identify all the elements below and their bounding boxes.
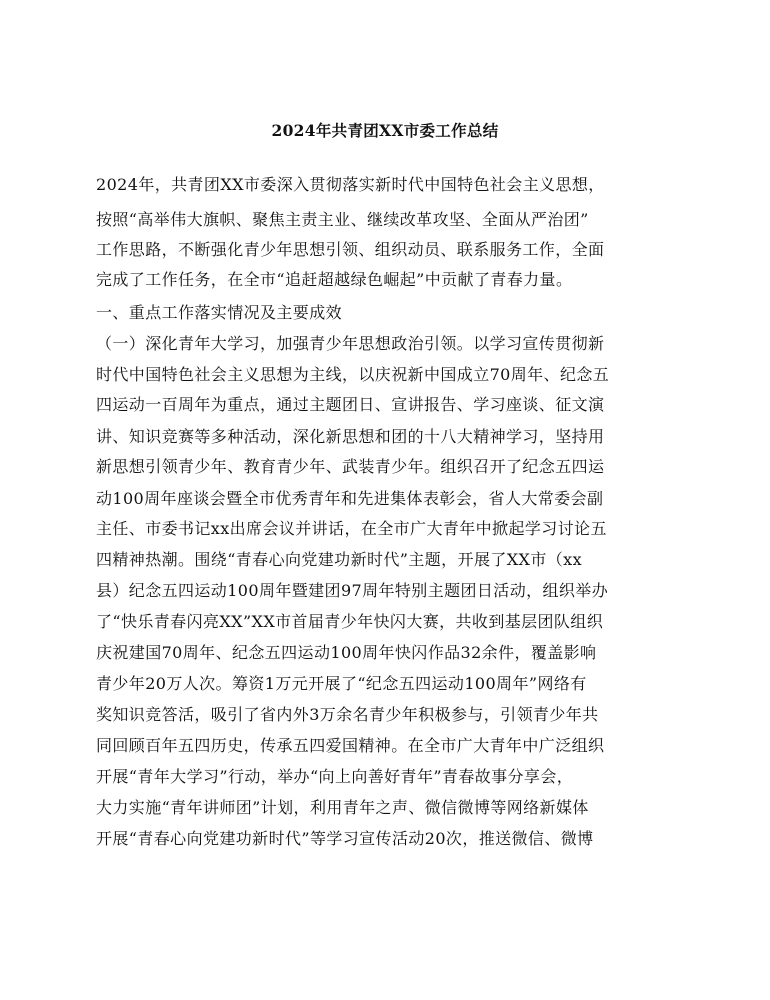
body-line: 同回顾百年五四历史，传承五四爱国精神。在全市广大青年中广泛组织 bbox=[96, 736, 605, 755]
body-line: 时代中国特色社会主义思想为主线，以庆祝新中国成立70周年、纪念五 bbox=[96, 365, 610, 384]
body-line: 青少年20万人次。筹资1万元开展了“纪念五四运动100周年”网络有 bbox=[96, 674, 587, 693]
body-line: 庆祝建国70周年、纪念五四运动100周年快闪作品32余件，覆盖影响 bbox=[96, 643, 597, 662]
body-line: 2024年，共青团XX市委深入贯彻落实新时代中国特色社会主义思想， bbox=[96, 175, 605, 194]
document-title: 2024年共青团XX市委工作总结 bbox=[271, 121, 499, 140]
body-line: 开展“青年大学习”行动，举办“向上向善好青年”青春故事分享会， bbox=[96, 767, 574, 786]
body-line: 奖知识竞答活，吸引了省内外3万余名青少年积极参与，引领青少年共 bbox=[96, 705, 599, 724]
body-line: 新思想引领青少年、教育青少年、武装青少年。组织召开了纪念五四运 bbox=[96, 457, 605, 476]
body-line: 讲、知识竞赛等多种活动，深化新思想和团的十八大精神学习，坚持用 bbox=[96, 427, 605, 446]
body-line: 动100周年座谈会暨全市优秀青年和先进集体表彰会，省人大常委会副 bbox=[96, 489, 604, 508]
body-line: 开展“青春心向党建功新时代”等学习宣传活动20次，推送微信、微博 bbox=[96, 829, 594, 848]
section-heading: 一、重点工作落实情况及主要成效 bbox=[96, 303, 343, 322]
body-line: 四运动一百周年为重点，通过主题团日、宣讲报告、学习座谈、征文演 bbox=[96, 395, 605, 414]
body-line: 了“快乐青春闪亮XX”XX市首届青少年快闪大赛，共收到基层团队组织 bbox=[96, 612, 604, 631]
body-line: 工作思路，不断强化青少年思想引领、组织动员、联系服务工作，全面 bbox=[96, 240, 605, 259]
body-line: 四精神热潮。围绕“青春心向党建功新时代”主题，开展了XX市（xx bbox=[96, 550, 582, 569]
body-line: 按照“高举伟大旗帜、聚焦主责主业、继续改革攻坚、全面从严治团” bbox=[96, 210, 589, 229]
body-line: 完成了工作任务，在全市“追赶超越绿色崛起”中贡献了青春力量。 bbox=[96, 270, 573, 289]
body-line: 县）纪念五四运动100周年暨建团97周年特别主题团日活动，组织举办 bbox=[96, 581, 609, 600]
body-line: 大力实施“青年讲师团”计划，利用青年之声、微信微博等网络新媒体 bbox=[96, 798, 589, 817]
body-line: 主任、市委书记xx出席会议并讲话，在全市广大青年中掀起学习讨论五 bbox=[96, 519, 607, 538]
body-line: （一）深化青年大学习，加强青少年思想政治引领。以学习宣传贯彻新 bbox=[96, 334, 605, 353]
